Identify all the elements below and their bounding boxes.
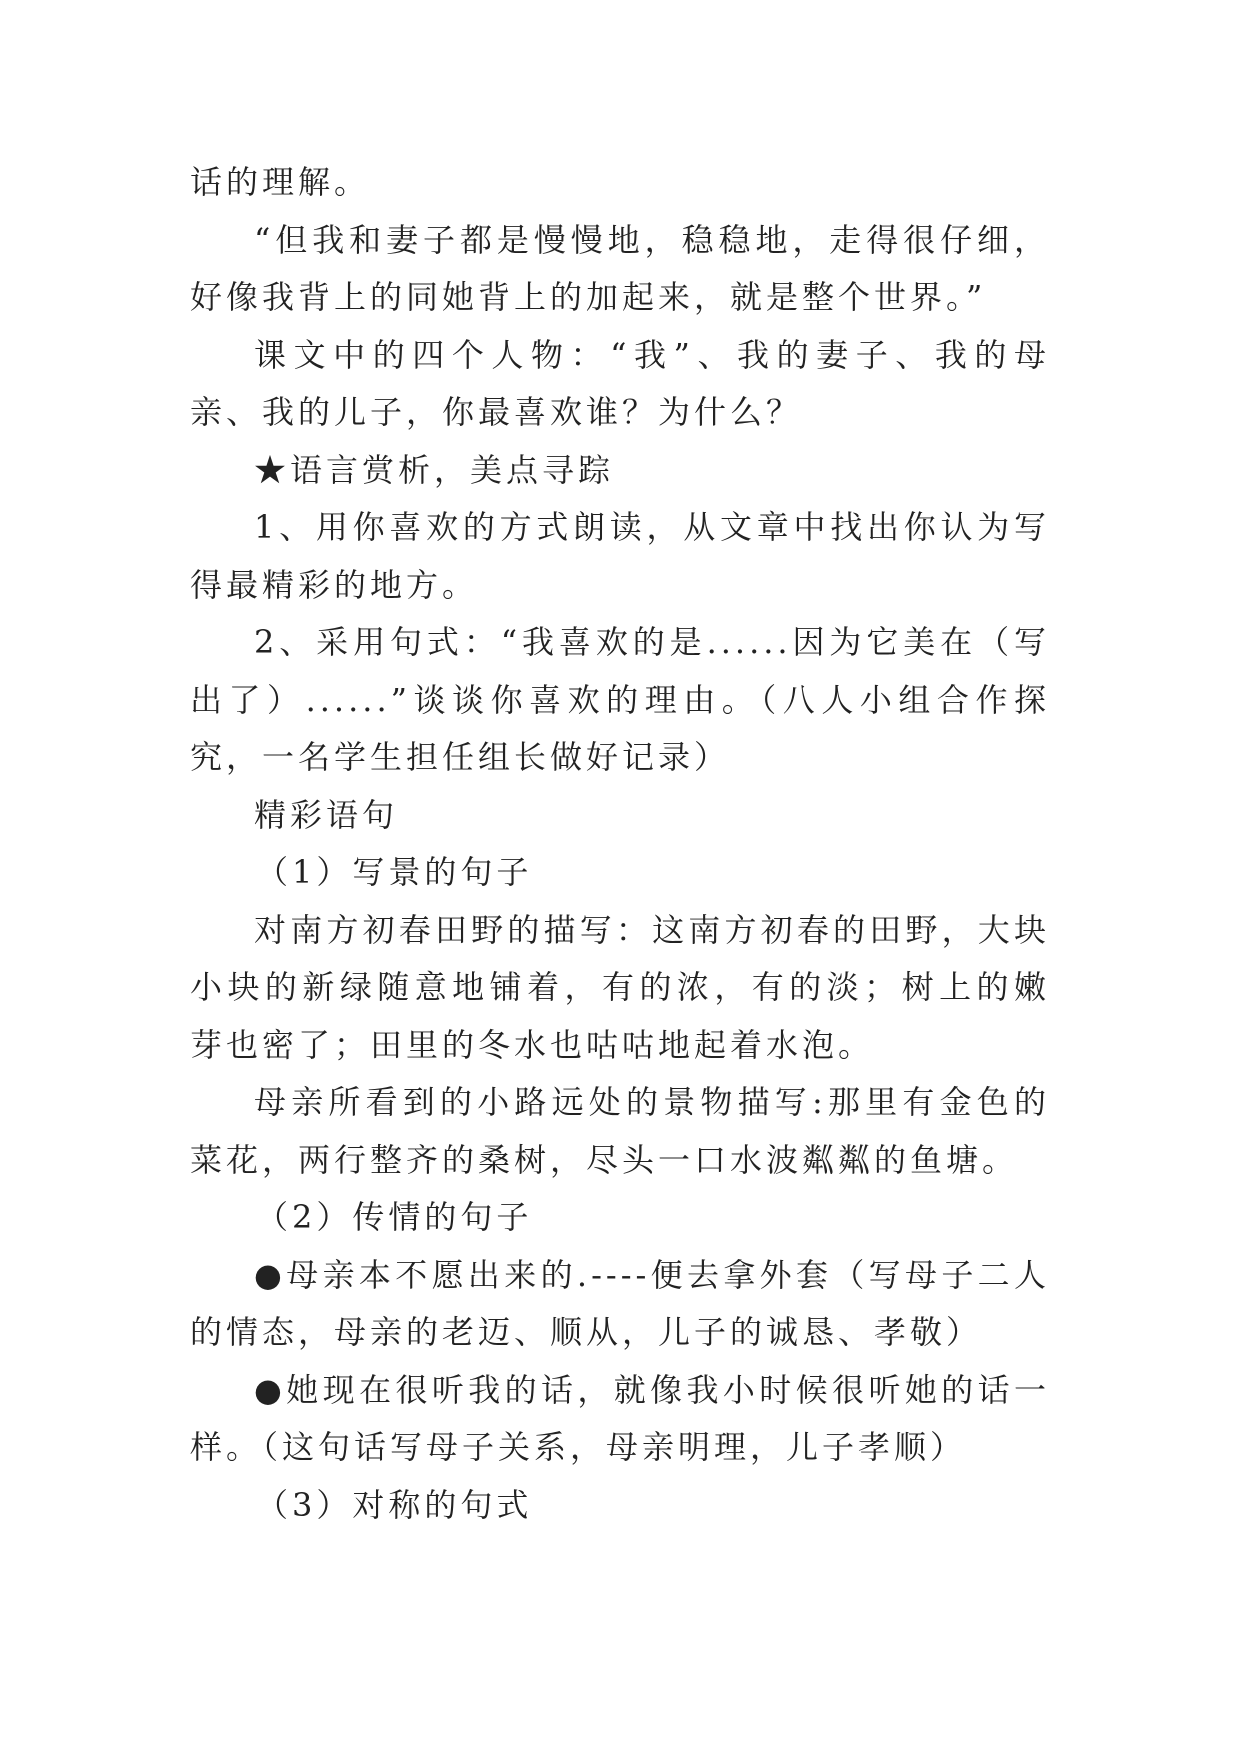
paragraph-field-description: 对南方初春田野的描写：这南方初春的田野，大块小块的新绿随意地铺着，有的浓，有的淡；树上的嫩芽也密了；田里的冬水也咕咕地起着水泡。 bbox=[190, 910, 1050, 1064]
task-item-1: 1、用你喜欢的方式朗读，从文章中找出你认为写得最精彩的地方。 bbox=[190, 508, 1050, 604]
paragraph-continuation: 话的理解。 bbox=[190, 163, 371, 201]
subheading-wonderful-sentences: 精彩语句 bbox=[254, 795, 399, 834]
subheading-emotion-sentences: （2）传情的句子 bbox=[256, 1198, 533, 1236]
quoted-sentence: “但我和妻子都是慢慢地，稳稳地，走得很仔细，好像我背上的同她背上的加起来，就是整个世界。” bbox=[190, 220, 1050, 316]
subheading-scenery-sentences: （1）写景的句子 bbox=[256, 853, 533, 891]
paragraph-mother-view: 母亲所看到的小路远处的景物描写:那里有金色的菜花，两行整齐的桑树，尽头一口水波粼粼的鱼塘。 bbox=[190, 1083, 1050, 1179]
bullet-item-mother: ●母亲本不愿出来的.----便去拿外套（写母子二人的情态，母亲的老迈、顺从，儿子的诚恳、孝敬） bbox=[190, 1255, 1050, 1351]
section-heading: ★语言赏析，美点寻踪 bbox=[254, 450, 615, 489]
document-body bbox=[190, 154, 1050, 1534]
subheading-symmetric-sentences: （3）对称的句式 bbox=[256, 1485, 533, 1524]
task-item-2: 2、采用句式：“我喜欢的是......因为它美在（写出了）......”谈谈你喜欢的理由。（八人小组合作探究，一名学生担任组长做好记录） bbox=[190, 623, 1050, 776]
question-paragraph: 课文中的四个人物：“我”、我的妻子、我的母亲、我的儿子，你最喜欢谁？为什么？ bbox=[190, 335, 1050, 431]
bullet-item-listen: ●她现在很听我的话，就像我小时候很听她的话一样。（这句话写母子关系，母亲明理，儿子孝顺） bbox=[190, 1370, 1050, 1466]
